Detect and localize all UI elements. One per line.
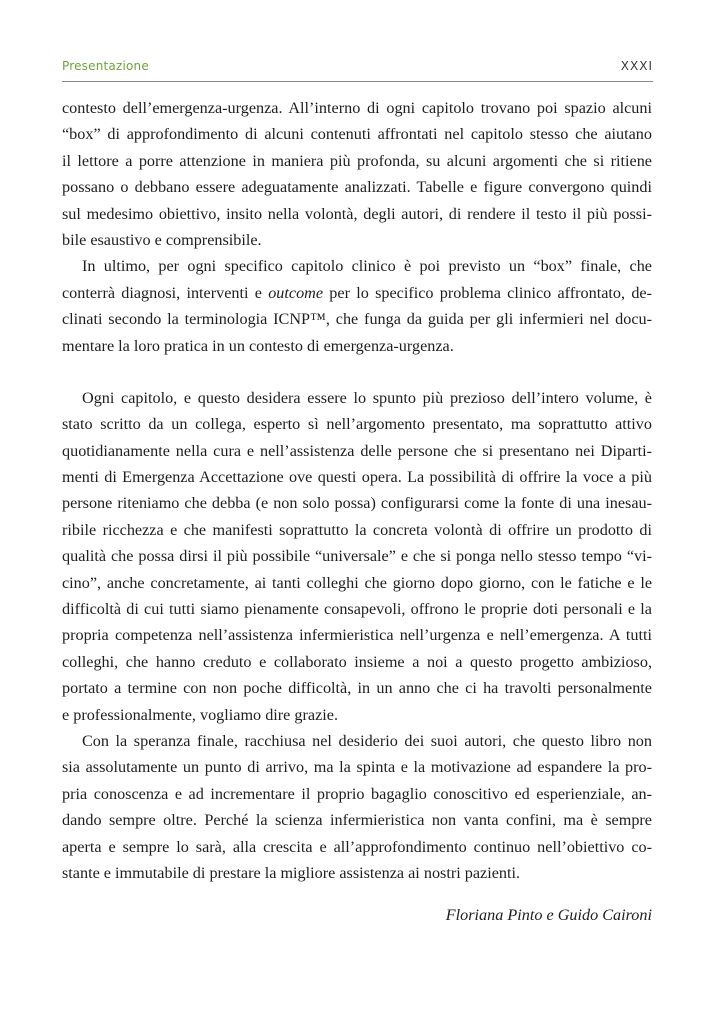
signature: Floriana Pinto e Guido Caironi (445, 906, 652, 925)
text-line: stato scritto da un collega, esperto sì nell’argomento presentato, ma soprattutto attivo (62, 415, 652, 434)
text-line: mentare la loro pratica in un contesto di emergenza-urgenza. (62, 336, 454, 355)
text-line: portato a termine con non poche difficoltà, in un anno che ci ha travolti personalmente (62, 679, 652, 698)
text-line: In ultimo, per ogni specifico capitolo clinico è poi previsto un “box” finale, che (82, 257, 652, 276)
text-line: qualità che possa dirsi il più possibile “universale” e che si ponga nello stesso tempo “vi- (62, 547, 652, 566)
text-line: colleghi, che hanno creduto e collaborato insieme a noi a questo progetto ambizioso, (62, 652, 652, 671)
body-text (62, 95, 652, 929)
text-line: menti di Emergenza Accettazione ove questi opera. La possibilità di offrire la voce a più (62, 468, 652, 487)
text-line: contesto dell’emergenza-urgenza. All’interno di ogni capitolo trovano poi spazio alcuni (62, 99, 652, 117)
text-line: e professionalmente, vogliamo dire grazie. (62, 705, 338, 724)
text-line: difficoltà di cui tutti siamo pienamente consapevoli, offrono le proprie doti personali e la (62, 600, 652, 619)
text-line: dando sempre oltre. Perché la scienza infermieristica non vanta confini, ma è sempre (62, 811, 652, 830)
page-number: XXXI (620, 59, 653, 73)
text-line: possano o debbano essere adeguatamente analizzati. Tabelle e figure convergono quindi (62, 178, 652, 197)
text-line: “box” di approfondimento di alcuni contenuti affrontati nel capitolo stesso che aiutano (62, 125, 652, 144)
text-line: Ogni capitolo, e questo desidera essere lo spunto più prezioso dell’intero volume, è (82, 388, 652, 407)
text-line: clinati secondo la terminologia ICNP™, che funga da guida per gli infermieri nel docu- (62, 310, 652, 329)
paragraph-gap (62, 359, 652, 385)
text-line: bile esaustivo e comprensibile. (62, 230, 262, 249)
text-line: sia assolutamente un punto di arrivo, ma la spinta e la motivazione ad espandere la pro- (62, 758, 652, 777)
italic-term: outcome (268, 283, 324, 302)
text-line: conterrà diagnosi, interventi e outcome per lo specifico problema clinico affrontato, de- (62, 283, 653, 302)
text-line: aperta e sempre lo sarà, alla crescita e all’approfondimento continuo nell’obiettivo co- (62, 837, 652, 856)
text-line: pria conoscenza e ad incrementare il proprio bagaglio conoscitivo ed esperienziale, an- (62, 784, 652, 803)
paragraph (62, 253, 652, 359)
text-line: persone riteniamo che debba (e non solo possa) configurarsi come la fonte di una inesau- (62, 494, 652, 513)
text-line: ribile ricchezza e che manifesti soprattutto la concreta volontà di offrire un prodotto di (62, 520, 652, 539)
paragraph (62, 95, 652, 253)
paragraph (62, 728, 652, 886)
text-line: stante e immutabile di prestare la migliore assistenza ai nostri pazienti. (62, 863, 521, 882)
text-line: Con la speranza finale, racchiusa nel desiderio dei suoi autori, che questo libro non (82, 731, 652, 750)
text-line: sul medesimo obiettivo, insito nella volontà, degli autori, di rendere il testo il più possi- (62, 204, 652, 223)
paragraph (62, 385, 652, 728)
text-line: il lettore a porre attenzione in maniera più profonda, su alcuni argomenti che si ritiene (62, 151, 652, 170)
page-header (62, 59, 653, 83)
text-line: quotidianamente nella cura e nell’assistenza delle persone che si presentano nei Diparti- (62, 441, 652, 460)
running-title: Presentazione (62, 59, 149, 73)
text-line: propria competenza nell’assistenza infermieristica nell’urgenza e nell’emergenza. A tutti (62, 626, 652, 645)
text-line: cino”, anche concretamente, ai tanti colleghi che giorno dopo giorno, con le fatiche e le (62, 573, 652, 592)
header-rule (62, 81, 653, 82)
